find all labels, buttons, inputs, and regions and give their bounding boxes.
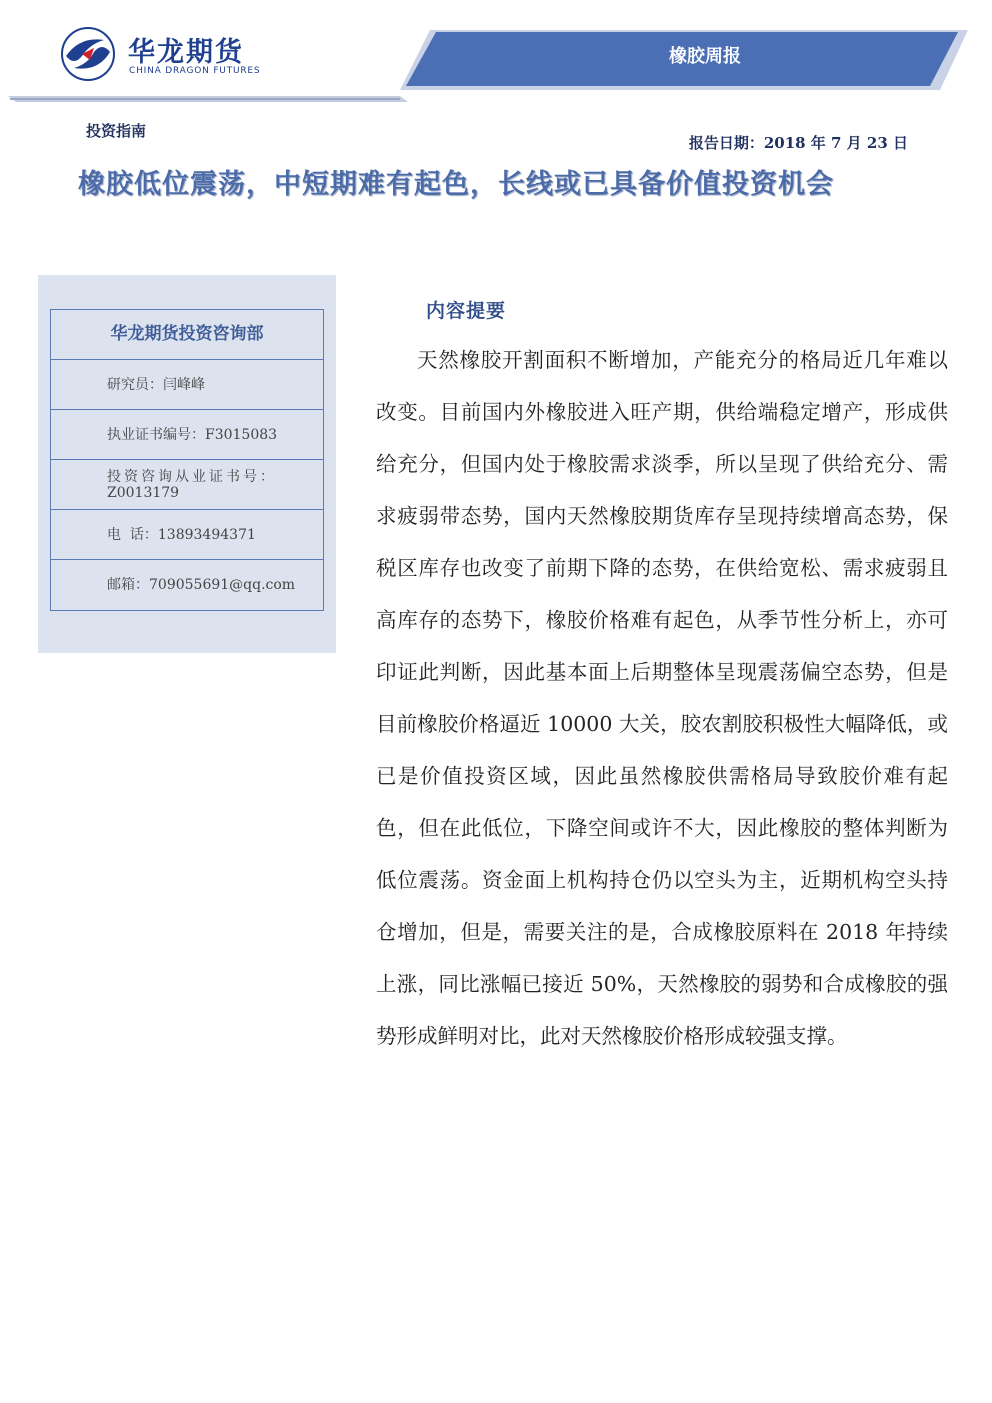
phone-number: 电 话：13893494371 <box>107 526 256 543</box>
researcher-name: 研究员：闫峰峰 <box>107 376 205 393</box>
license-number: 执业证书编号：F3015083 <box>107 426 278 443</box>
summary-heading: 内容提要 <box>426 300 507 322</box>
researcher-row <box>51 360 323 410</box>
phone-row <box>51 510 323 560</box>
report-type-label: 橡胶周报 <box>669 46 741 67</box>
company-logo <box>60 26 300 86</box>
category-tag: 投资指南 <box>86 122 147 140</box>
dragon-logo-icon <box>60 26 116 82</box>
contact-info-box <box>50 309 324 611</box>
logo-english-name: CHINA DRAGON FUTURES <box>129 66 261 76</box>
advisory-license-row <box>51 460 323 510</box>
advisory-license-number: Z0013179 <box>107 484 180 501</box>
email-address: 邮箱：709055691@qq.com <box>107 577 296 593</box>
advisory-license-label: 投资咨询从业证书号： <box>107 468 277 485</box>
report-title: 橡胶低位震荡，中短期难有起色，长线或已具备价值投资机会 <box>78 169 834 200</box>
contact-sidebar <box>38 275 336 653</box>
report-date: 报告日期：2018 年 7 月 23 日 <box>688 134 908 152</box>
email-row <box>51 560 323 610</box>
summary-body: 天然橡胶开割面积不断增加，产能充分的格局近几年难以改变。目前国内外橡胶进入旺产期，供给端稳定增产，形成供给充分，但国内处于橡胶需求淡季，所以呈现了供给充分、需求疲弱带态势，国内天然橡胶期货库存呈现持续增高态势，保税区库存也改变了前期下降的态势，在供给宽松、需求疲弱且高库存的态势下，橡胶价格难有起色，从季节性分析上，亦可印证此判断，因此基本面上后期整体呈现震荡偏空态势，但是目前橡胶价格逼近 10000 大关，胶农割胶积极性大幅降低，或已是价值投资区域，因此虽然橡胶供需格局导致胶价难有起色，但在此低位，下降空间或许不大，因此橡胶的整体判断为低位震荡。资金面上机构持仓仍以空头为主，近期机构空头持仓增加，但是，需要关注的是，合成橡胶原料在 2018 年持续上涨，同比涨幅已接近 50%，天然橡胶的弱势和合成橡胶的强势形成鲜明对比，此对天然橡胶价格形成较强支撑。 <box>376 348 948 1048</box>
department-heading: 华龙期货投资咨询部 <box>51 310 323 360</box>
logo-chinese-name: 华龙期货 <box>128 37 244 68</box>
license-row <box>51 410 323 460</box>
page-header <box>0 0 992 110</box>
